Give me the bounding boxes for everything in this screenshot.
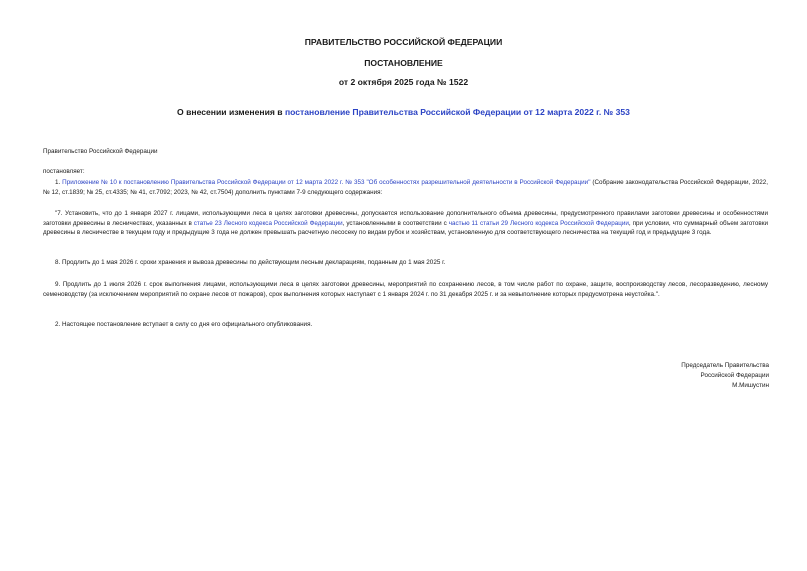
subject-link[interactable]: постановление Правительства Российской Федерации от 12 марта 2022 г. № 353 xyxy=(284,107,630,117)
paragraph-9 xyxy=(43,280,768,299)
signer-title: Председатель Правительства xyxy=(681,362,769,369)
forest-code-article-23-link[interactable]: статье 23 Лесного кодекса Российской Федерации xyxy=(193,219,343,227)
paragraph-7-text-c: , при условии, что суммарный объем заготовки древесины в лесничестве в текущем году и предыдущие 3 года не должен превышать расчетную лесосеку по видам рубок и хозяйствам, установленную для соответствующего лесничества на текущий год и предыдущие 3 года. xyxy=(43,219,768,237)
subject-prefix: О внесении изменения в xyxy=(177,107,285,117)
paragraph-1 xyxy=(43,178,768,197)
paragraph-8 xyxy=(43,258,768,268)
paragraph-2-text: 2. Настоящее постановление вступает в силу со дня его официального опубликования. xyxy=(55,321,313,328)
paragraph-7 xyxy=(43,209,768,238)
intro-government: Правительство Российской Федерации xyxy=(43,148,158,155)
paragraph-9-text: 9. Продлить до 1 июля 2026 г. срок выполнения лицами, использующими леса в целях заготовки древесины, мероприятий по сохранению лесов, в том числе работ по охране, защите, воспроизводству лесов, лесоразведению, лесному семеноводству (за исключением мероприятий по охране лесов от пожаров), срок выполнения которых наступает с 1 января 2024 г. по 31 декабря 2025 г. и за невыполнение которых предусмотрена неустойка.". xyxy=(43,281,768,298)
issuing-authority: ПРАВИТЕЛЬСТВО РОССИЙСКОЙ ФЕДЕРАЦИИ xyxy=(304,37,503,47)
paragraph-2 xyxy=(43,320,768,330)
paragraph-7-text-b: , установленными в соответствии с xyxy=(342,219,449,227)
forest-code-article-29-link[interactable]: частью 11 статьи 29 Лесного кодекса Российской Федерации xyxy=(448,219,629,227)
signer-name: М.Мишустин xyxy=(732,382,769,389)
signer-org: Российской Федерации xyxy=(700,372,769,379)
paragraph-8-text: 8. Продлить до 1 мая 2026 г. сроки хранения и вывоза древесины по действующим лесным декларациям, поданным до 1 мая 2025 г. xyxy=(55,259,446,266)
paragraph-1-text: (Собрание законодательства Российской Федерации, 2022, № 12, ст.1839; № 25, ст.4335; № 41, ст.7092; 2023, № 42, ст.7504) дополнить пунктами 7-9 следующего содержания: xyxy=(43,179,768,196)
document-date-number: от 2 октября 2025 года № 1522 xyxy=(338,77,469,87)
appendix-link[interactable]: Приложение № 10 к постановлению Правительства Российской Федерации от 12 марта 2022 г. № 353 "Об особенностях разрешительной деятельности в Российской Федерации" xyxy=(62,179,591,186)
document-type: ПОСТАНОВЛЕНИЕ xyxy=(364,58,443,68)
document-subject xyxy=(0,107,807,117)
paragraph-1-number: 1. xyxy=(55,179,63,186)
paragraph-7-text-a: "7. Установить, что до 1 января 2027 г. лицами, использующими леса в целях заготовки древесины, допускается использование дополнительного объема древесины, предусмотренного правилами заготовки древесины и особенностями заготовки древесины в лесничествах, указанных в xyxy=(43,210,768,227)
signature-block xyxy=(681,361,769,391)
intro-resolves: постановляет: xyxy=(43,168,85,175)
